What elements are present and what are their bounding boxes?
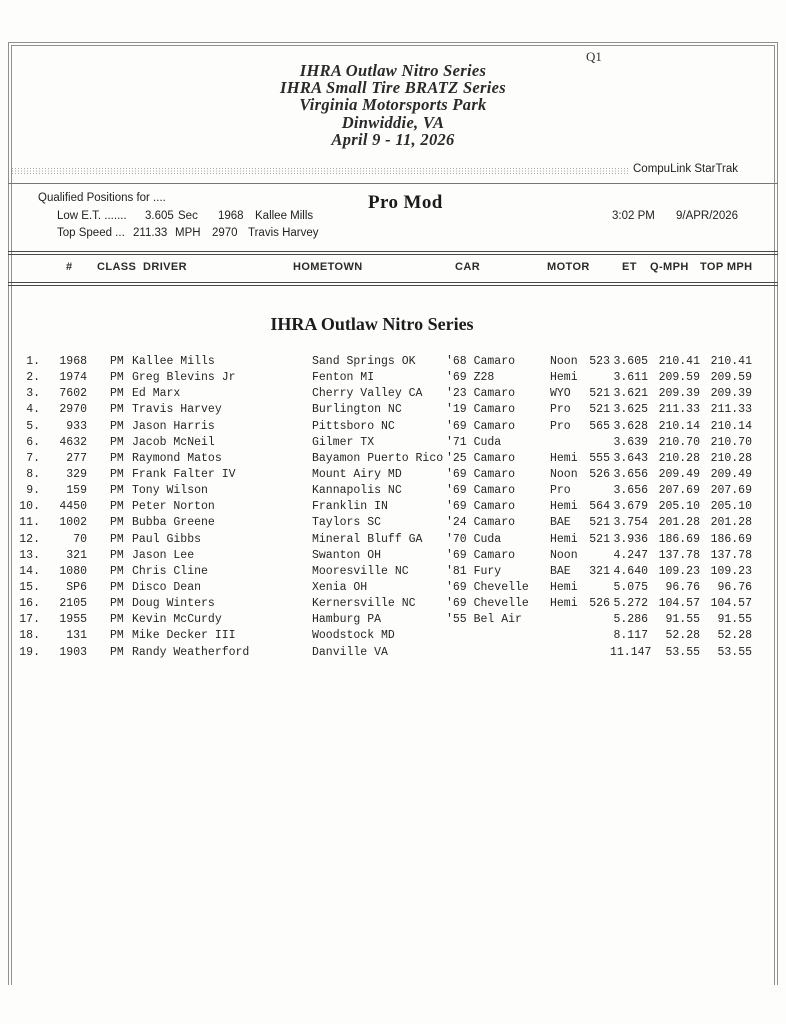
row-motor-brand: Hemi: [550, 597, 578, 611]
row-position: 15.: [19, 580, 40, 594]
row-hometown: Swanton OH: [312, 548, 382, 562]
row-class: PM: [110, 629, 124, 643]
row-topmph: 210.28: [710, 451, 752, 465]
column-header-qmph: Q-MPH: [650, 261, 689, 273]
row-car: '69 Camaro: [446, 467, 516, 481]
row-topmph: 186.69: [710, 532, 752, 546]
row-topmph: 209.39: [710, 387, 752, 401]
low-et-value: 3.605: [145, 210, 174, 222]
row-qmph: 91.55: [665, 613, 700, 627]
row-et: 3.656: [613, 484, 648, 498]
row-topmph: 211.33: [710, 403, 752, 417]
row-motor-brand: Pro: [550, 403, 571, 417]
row-qmph: 53.55: [665, 645, 700, 659]
row-position: 3.: [26, 387, 40, 401]
low-et-unit: Sec: [178, 210, 198, 222]
row-topmph: 205.10: [710, 500, 752, 514]
row-motor-size: [584, 645, 610, 661]
row-driver: Travis Harvey: [132, 403, 222, 417]
row-hometown: Bayamon Puerto Rico: [312, 451, 444, 465]
row-et: 3.754: [613, 516, 648, 530]
row-topmph: 209.49: [710, 467, 752, 481]
row-hometown: Kernersville NC: [312, 597, 416, 611]
row-driver: Jason Lee: [132, 548, 195, 562]
table-row: [8, 645, 778, 661]
row-motor-size: 321: [589, 564, 610, 578]
qualified-positions-label: Qualified Positions for ....: [38, 192, 166, 204]
row-driver: Peter Norton: [132, 500, 215, 514]
row-driver: Randy Weatherford: [132, 645, 250, 659]
row-topmph: 96.76: [717, 580, 752, 594]
row-class: PM: [110, 484, 124, 498]
row-class: PM: [110, 516, 124, 530]
row-topmph: 210.70: [710, 435, 752, 449]
row-class: PM: [110, 451, 124, 465]
top-speed-value: 211.33: [133, 227, 168, 239]
row-hometown: Gilmer TX: [312, 435, 375, 449]
row-motor-size: [584, 548, 610, 564]
row-et: 3.679: [613, 500, 648, 514]
row-motor-brand: BAE: [550, 516, 571, 530]
row-position: 14.: [19, 564, 40, 578]
row-motor-brand: Hemi: [550, 451, 578, 465]
row-car-number: 1968: [59, 355, 87, 368]
row-car: [446, 628, 550, 644]
row-car: [446, 645, 550, 661]
table-row: [8, 354, 778, 370]
column-header-number: #: [66, 261, 73, 273]
row-topmph: 210.41: [710, 355, 752, 368]
row-car: '71 Cuda: [446, 435, 502, 449]
row-car-number: 1080: [59, 564, 87, 578]
row-car: '70 Cuda: [446, 532, 502, 546]
row-motor-size: 565: [589, 419, 610, 433]
row-position: 10.: [19, 500, 40, 514]
session-label: Q1: [586, 49, 602, 64]
row-car-number: 2970: [59, 403, 87, 417]
row-position: 5.: [26, 419, 40, 433]
row-motor-size: 521: [589, 403, 610, 417]
row-topmph: 137.78: [710, 548, 752, 562]
row-position: 6.: [26, 435, 40, 449]
table-row: [8, 419, 778, 435]
row-car-number: 4632: [59, 435, 87, 449]
table-row: [8, 483, 778, 499]
table-row: [8, 435, 778, 451]
row-et: 5.075: [613, 580, 648, 594]
row-motor-size: [584, 370, 610, 386]
row-position: 16.: [19, 597, 40, 611]
low-et-car-number: 1968: [218, 210, 244, 222]
row-motor-size: 526: [589, 597, 610, 611]
row-position: 13.: [19, 548, 40, 562]
row-driver: Raymond Matos: [132, 451, 222, 465]
row-position: 4.: [26, 403, 40, 417]
row-et: 3.625: [613, 403, 648, 417]
row-car-number: 159: [66, 484, 87, 498]
row-topmph: 109.23: [710, 564, 752, 578]
row-driver: Disco Dean: [132, 580, 202, 594]
row-class: PM: [110, 532, 124, 546]
series-title-line: IHRA Small Tire BRATZ Series: [280, 78, 506, 98]
row-et: 3.936: [613, 532, 648, 546]
row-car-number: 933: [66, 419, 87, 433]
row-qmph: 207.69: [658, 484, 700, 498]
row-et: 5.272: [613, 597, 648, 611]
class-title: Pro Mod: [368, 192, 443, 213]
row-qmph: 210.14: [658, 419, 700, 433]
row-driver: Bubba Greene: [132, 516, 215, 530]
row-motor-brand: [550, 612, 584, 628]
track-location: Dinwiddie, VA: [341, 112, 445, 132]
row-car: '24 Camaro: [446, 516, 516, 530]
row-qmph: 137.78: [658, 548, 700, 562]
row-hometown: Danville VA: [312, 645, 388, 659]
row-qmph: 186.69: [658, 532, 700, 546]
row-class: PM: [110, 548, 124, 562]
row-driver: Doug Winters: [132, 597, 215, 611]
row-position: 8.: [26, 467, 40, 481]
row-qmph: 52.28: [665, 629, 700, 643]
column-header-class: CLASS: [97, 261, 137, 273]
row-topmph: 91.55: [717, 613, 752, 627]
row-position: 7.: [26, 451, 40, 465]
table-row: [8, 467, 778, 483]
table-header-row: [8, 256, 778, 282]
row-hometown: Taylors SC: [312, 516, 382, 530]
row-hometown: Cherry Valley CA: [312, 387, 423, 401]
row-car: '19 Camaro: [446, 403, 516, 417]
row-car-number: 7602: [59, 387, 87, 401]
row-driver: Chris Cline: [132, 564, 208, 578]
row-qmph: 210.70: [658, 435, 700, 449]
row-position: 19.: [19, 645, 40, 659]
table-row: [8, 628, 778, 644]
row-topmph: 201.28: [710, 516, 752, 530]
row-hometown: Kannapolis NC: [312, 484, 402, 498]
row-driver: Paul Gibbs: [132, 532, 202, 546]
dotted-separator: [12, 167, 628, 174]
row-position: 17.: [19, 613, 40, 627]
row-driver: Jason Harris: [132, 419, 215, 433]
row-hometown: Mount Airy MD: [312, 467, 402, 481]
top-speed-car-number: 2970: [212, 227, 238, 239]
row-qmph: 201.28: [658, 516, 700, 530]
row-motor-brand: WYO: [550, 387, 571, 401]
low-et-driver: Kallee Mills: [255, 210, 314, 222]
row-car-number: 1974: [59, 371, 87, 385]
row-motor-brand: Pro: [550, 484, 571, 498]
row-qmph: 205.10: [658, 500, 700, 514]
row-motor-brand: [550, 645, 584, 661]
column-header-car: CAR: [455, 261, 481, 273]
row-car-number: 4450: [59, 500, 87, 514]
row-driver: Ed Marx: [132, 387, 181, 401]
row-motor-brand: BAE: [550, 564, 571, 578]
row-motor-size: 564: [589, 500, 610, 514]
row-et: 3.605: [613, 355, 648, 368]
row-qmph: 104.57: [658, 597, 700, 611]
row-et: 3.643: [613, 451, 648, 465]
row-car-number: 329: [66, 467, 87, 481]
row-class: PM: [110, 580, 124, 594]
row-car-number: 2105: [59, 597, 87, 611]
row-car-number: 321: [66, 548, 87, 562]
row-class: PM: [110, 371, 124, 385]
row-position: 11.: [19, 516, 40, 530]
row-motor-size: [584, 435, 610, 451]
low-et-label: Low E.T. .......: [57, 210, 127, 222]
row-class: PM: [110, 403, 124, 417]
row-driver: Greg Blevins Jr: [132, 371, 236, 385]
row-motor-size: 521: [589, 516, 610, 530]
row-et: 4.247: [613, 548, 648, 562]
row-motor-size: 526: [589, 467, 610, 481]
row-hometown: Pittsboro NC: [312, 419, 395, 433]
row-qmph: 96.76: [665, 580, 700, 594]
row-hometown: Fenton MI: [312, 371, 375, 385]
row-motor-brand: Hemi: [550, 500, 578, 514]
row-hometown: Mineral Bluff GA: [312, 532, 423, 546]
row-motor-size: [584, 628, 610, 644]
row-driver: Tony Wilson: [132, 484, 208, 498]
row-motor-size: 521: [589, 532, 610, 546]
event-dates: April 9 - 11, 2026: [331, 129, 455, 149]
row-class: PM: [110, 355, 124, 368]
row-hometown: Mooresville NC: [312, 564, 409, 578]
row-hometown: Franklin IN: [312, 500, 388, 514]
row-et: 4.640: [613, 564, 648, 578]
row-class: PM: [110, 419, 124, 433]
row-class: PM: [110, 435, 124, 449]
row-car-number: SP6: [66, 580, 87, 594]
table-row: [8, 612, 778, 628]
row-class: PM: [110, 564, 124, 578]
row-qmph: 109.23: [658, 564, 700, 578]
table-row: [8, 402, 778, 418]
row-et: 11.147: [610, 645, 652, 659]
row-hometown: Hamburg PA: [312, 613, 382, 627]
row-qmph: 211.33: [658, 403, 700, 417]
row-class: PM: [110, 387, 124, 401]
row-motor-brand: Pro: [550, 419, 571, 433]
row-hometown: Sand Springs OK: [312, 355, 416, 368]
row-class: PM: [110, 467, 124, 481]
row-class: PM: [110, 645, 124, 659]
top-speed-driver: Travis Harvey: [248, 227, 319, 239]
row-class: PM: [110, 613, 124, 627]
row-car: '55 Bel Air: [446, 613, 522, 627]
row-et: 3.628: [613, 419, 648, 433]
row-position: 2.: [26, 371, 40, 385]
row-motor-size: [584, 612, 610, 628]
row-qmph: 209.59: [658, 371, 700, 385]
row-hometown: Woodstock MD: [312, 629, 395, 643]
row-car: '69 Camaro: [446, 500, 516, 514]
series-title-line: IHRA Outlaw Nitro Series: [299, 61, 487, 80]
row-motor-size: 555: [589, 451, 610, 465]
qualifying-results-table: [8, 354, 778, 661]
table-row: [8, 580, 778, 596]
table-row: [8, 370, 778, 386]
row-motor-brand: Hemi: [550, 532, 578, 546]
row-driver: Mike Decker III: [132, 629, 236, 643]
row-motor-size: 521: [589, 387, 610, 401]
row-motor-brand: Hemi: [550, 580, 578, 594]
print-date: 9/APR/2026: [676, 210, 739, 222]
row-motor-size: 523: [589, 355, 610, 368]
row-et: 3.639: [613, 435, 648, 449]
row-position: 12.: [19, 532, 40, 546]
row-qmph: 209.49: [658, 467, 700, 481]
table-row: [8, 548, 778, 564]
row-car: '69 Chevelle: [446, 580, 529, 594]
print-time: 3:02 PM: [612, 210, 655, 222]
row-car: '69 Camaro: [446, 548, 516, 562]
row-car: '69 Chevelle: [446, 597, 529, 611]
row-car-number: 277: [66, 451, 87, 465]
row-motor-size: [584, 580, 610, 596]
row-car-number: 1903: [59, 645, 87, 659]
row-topmph: 209.59: [710, 371, 752, 385]
timing-system-label: CompuLink StarTrak: [633, 163, 739, 175]
column-header-motor: MOTOR: [547, 261, 590, 273]
row-car: '81 Fury: [446, 564, 502, 578]
row-position: 9.: [26, 484, 40, 498]
row-et: 5.286: [613, 613, 648, 627]
row-position: 18.: [19, 629, 40, 643]
row-car: '69 Camaro: [446, 419, 516, 433]
top-speed-label: Top Speed ...: [57, 227, 125, 239]
series-section-title: IHRA Outlaw Nitro Series: [270, 314, 474, 334]
table-row: [8, 596, 778, 612]
row-class: PM: [110, 597, 124, 611]
row-driver: Kevin McCurdy: [132, 613, 222, 627]
row-driver: Jacob McNeil: [132, 435, 215, 449]
row-motor-size: [584, 483, 610, 499]
row-topmph: 53.55: [717, 645, 752, 659]
info-box-top-rule: [8, 183, 778, 184]
row-driver: Kallee Mills: [132, 355, 215, 368]
table-row: [8, 499, 778, 515]
header-band-bottom-rule: [8, 282, 778, 286]
table-row: [8, 386, 778, 402]
row-motor-brand: Hemi: [550, 371, 578, 385]
row-driver: Frank Falter IV: [132, 467, 236, 481]
row-qmph: 210.41: [658, 355, 700, 368]
track-name: Virginia Motorsports Park: [299, 95, 487, 115]
row-motor-brand: Noon: [550, 548, 578, 562]
row-qmph: 210.28: [658, 451, 700, 465]
row-qmph: 209.39: [658, 387, 700, 401]
row-topmph: 207.69: [710, 484, 752, 498]
column-header-hometown: HOMETOWN: [293, 261, 363, 273]
row-car: '23 Camaro: [446, 387, 516, 401]
row-car-number: 1955: [59, 613, 87, 627]
column-header-topmph: TOP MPH: [700, 261, 753, 273]
row-position: 1.: [26, 355, 40, 368]
row-motor-brand: Noon: [550, 355, 578, 368]
row-motor-brand: [550, 628, 584, 644]
header-band-top-rule: [8, 251, 778, 255]
row-car: '25 Camaro: [446, 451, 516, 465]
row-hometown: Xenia OH: [312, 580, 368, 594]
table-row: [8, 451, 778, 467]
row-car-number: 70: [73, 532, 87, 546]
row-topmph: 104.57: [710, 597, 752, 611]
row-topmph: 52.28: [717, 629, 752, 643]
row-motor-brand: [550, 435, 584, 451]
table-row: [8, 532, 778, 548]
row-car: '68 Camaro: [446, 355, 516, 368]
top-speed-unit: MPH: [175, 227, 201, 239]
row-car-number: 131: [66, 629, 87, 643]
event-title-block: [0, 62, 786, 148]
row-hometown: Burlington NC: [312, 403, 402, 417]
column-header-driver: DRIVER: [143, 261, 187, 273]
row-car: '69 Camaro: [446, 484, 516, 498]
row-car: '69 Z28: [446, 371, 495, 385]
row-et: 8.117: [613, 629, 648, 643]
table-row: [8, 564, 778, 580]
row-class: PM: [110, 500, 124, 514]
column-header-et: ET: [622, 261, 637, 273]
row-topmph: 210.14: [710, 419, 752, 433]
row-motor-brand: Noon: [550, 467, 578, 481]
table-row: [8, 515, 778, 531]
row-car-number: 1002: [59, 516, 87, 530]
row-et: 3.621: [613, 387, 648, 401]
row-et: 3.611: [613, 371, 648, 385]
row-et: 3.656: [613, 467, 648, 481]
